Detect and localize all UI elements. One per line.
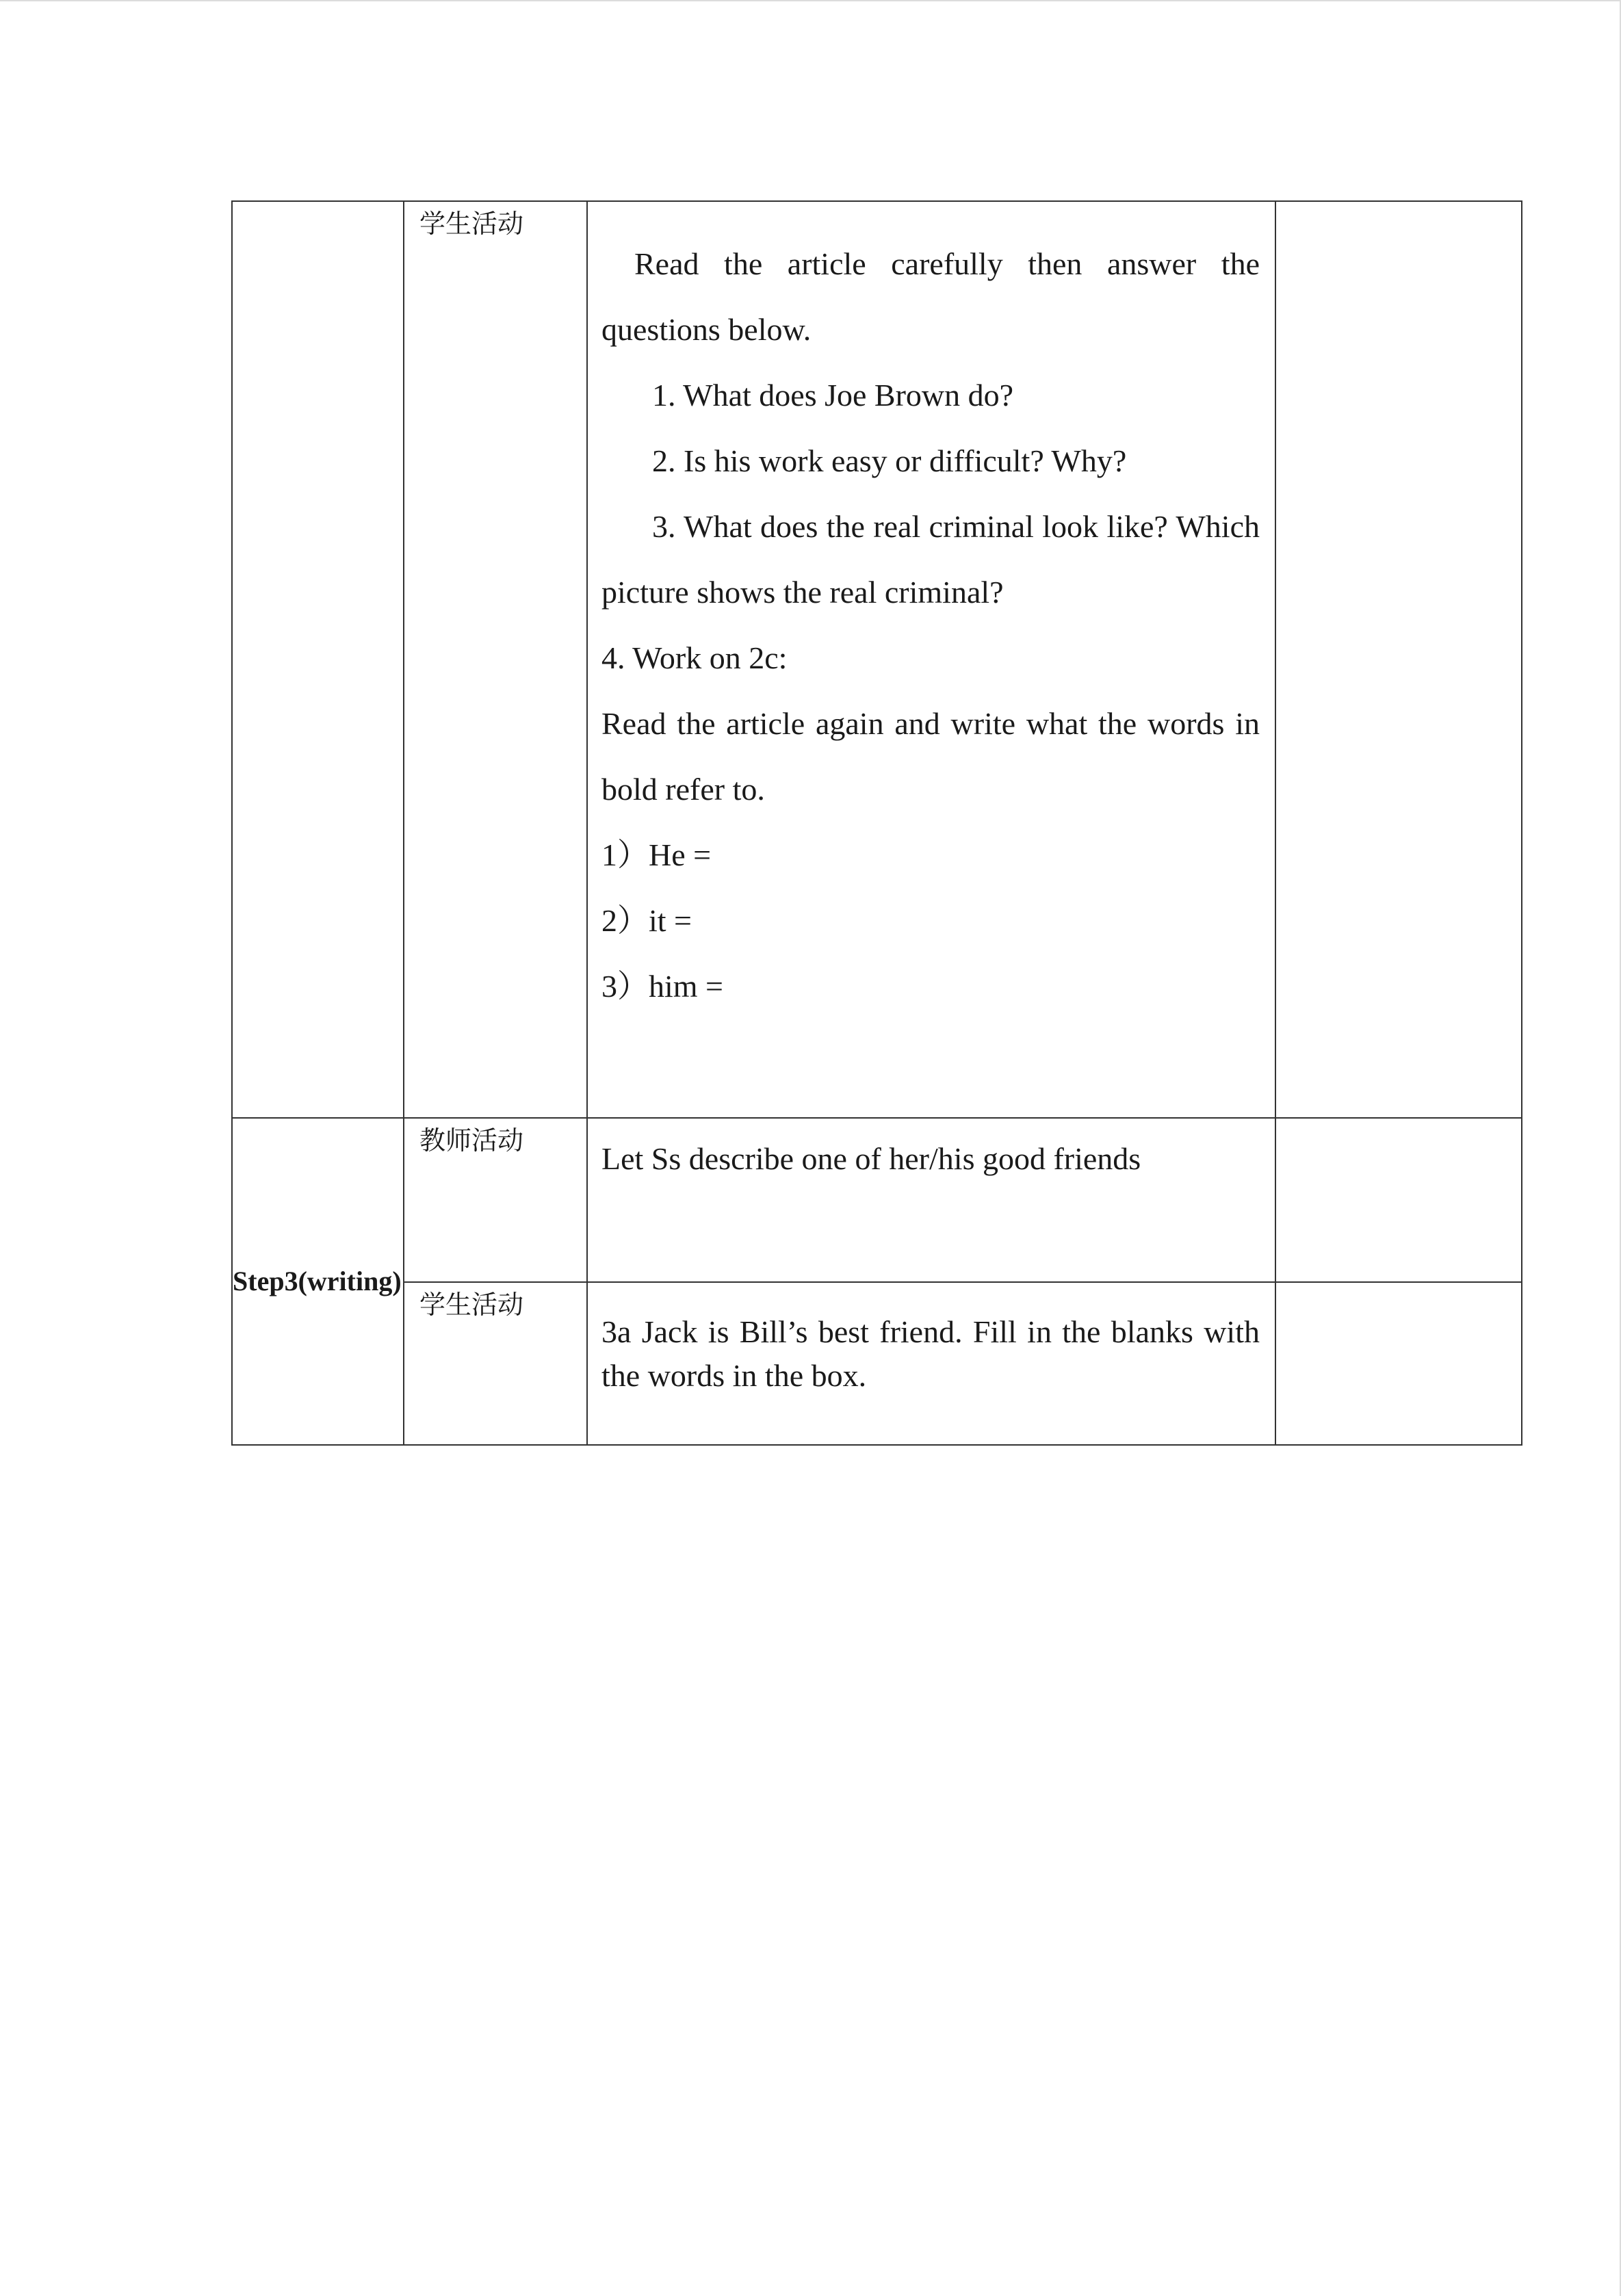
answer-line-2: 2）it = [601,903,692,938]
lesson-plan-table [231,200,1522,1446]
notes-cell [1275,1282,1522,1445]
activity-content [588,202,1275,1019]
step-cell [232,201,404,1118]
answer-line-3: 3）him = [601,969,724,1004]
question-4-description: Read the article again and write what the words in bold refer to. [601,706,1260,807]
activity-cell [587,201,1275,1118]
question-4: 4. Work on 2c: [601,640,788,675]
role-cell [404,1118,587,1282]
table-row [232,1118,1522,1282]
activity-cell [587,1282,1275,1445]
step-cell [232,1118,404,1445]
notes-cell [1275,1118,1522,1282]
question-1: 1. What does Joe Brown do? [652,378,1014,413]
step-label: Step3(writing) [233,1266,402,1296]
role-cell [404,1282,587,1445]
answer-line-1: 1）He = [601,837,712,872]
table-row [232,1282,1522,1445]
activity-cell [587,1118,1275,1282]
role-label: 学生活动 [419,209,524,239]
question-2: 2. Is his work easy or difficult? Why? [652,443,1127,478]
table-row [232,201,1522,1118]
student-activity-text: 3a Jack is Bill’s best friend. Fill in the blanks with the words in the box. [601,1314,1260,1393]
question-3: 3. What does the real criminal look like? Which picture shows the real criminal? [601,509,1260,610]
notes-cell [1275,201,1522,1118]
role-cell [404,201,587,1118]
student-role-label: 学生活动 [419,1290,524,1320]
teacher-role-label: 教师活动 [419,1125,524,1156]
teacher-activity-text: Let Ss describe one of her/his good friends [601,1141,1141,1176]
intro-text: Read the article carefully then answer the questions below. [601,246,1260,347]
